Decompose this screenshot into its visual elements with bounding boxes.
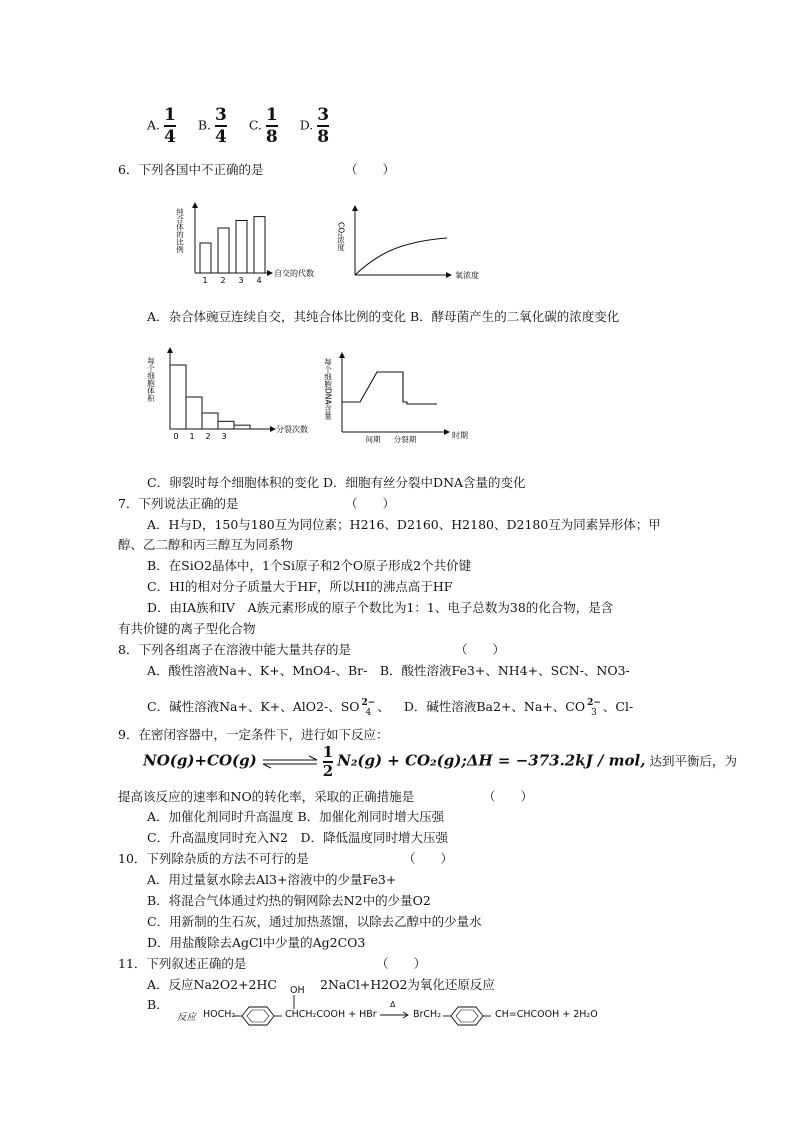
graph-a <box>170 200 320 290</box>
q8-options-ab: A．酸性溶液Na+、K+、MnO4-、Br- B．酸性溶液Fe3+、NH4+、SCN-、NO3- <box>147 663 630 678</box>
q6-stem: 6．下列各国中不正确的是 <box>118 162 264 177</box>
graph-d <box>325 350 485 445</box>
graph-a-ylabel: 纯合体的比例 <box>175 208 185 253</box>
oh-bond-icon <box>291 995 297 1009</box>
q8-options-cd: C．碱性溶液Na+、K+、AlO2-、SO 2− 4 、 D．碱性溶液Ba2+、Na+、CO 2− 3 、Cl- <box>147 697 634 718</box>
q7-option-b: B．在SiO2晶体中，1个Si原子和2个O原子形成2个共价键 <box>147 558 472 573</box>
graph-c-tick-3: 3 <box>221 432 227 441</box>
graph-a-bar <box>218 228 229 273</box>
graph-d-tick-1: 分裂期 <box>393 435 417 444</box>
q7-stem: 7．下列说法正确的是 <box>118 496 239 511</box>
graph-d-line <box>342 372 437 404</box>
q5-option-c: C. $\frac{1}{8}$ <box>248 105 278 147</box>
q11-option-a-end: 2NaCl+H2O2为氧化还原反应 <box>320 977 495 992</box>
graph-a-xlabel: 自交的代数 <box>274 269 314 278</box>
graph-c-tick-2: 2 <box>205 432 211 441</box>
q10-stem: 10．下列除杂质的方法不可行的是 <box>118 851 309 866</box>
q5-options <box>147 106 347 146</box>
q7-option-c: C．HI的相对分子质量大于HF，所以HI的沸点高于HF <box>147 579 453 594</box>
graph-c-bar <box>202 413 218 429</box>
graph-b-ylabel: CO₂浓度 <box>336 222 346 252</box>
q5-option-b: B. $\frac{3}{4}$ <box>197 105 227 147</box>
graph-b <box>337 200 512 290</box>
graph-c-ylabel: 每个细胞体积 <box>146 357 156 402</box>
q11-reaction: 反应 HOCH₂ CHCH₂COOH + HBr Δ BrCH₂ CH=CHCOOH + 2H₂O <box>177 1005 597 1031</box>
benzene-ring-icon <box>234 1005 284 1027</box>
graph-c-tick-1: 1 <box>189 432 195 441</box>
q11-option-a: A．反应Na2O2+2HC <box>147 977 277 992</box>
graph-a-tick-4: 4 <box>256 276 262 285</box>
graph-c-bar <box>218 421 234 429</box>
q9-line2: 提高该反应的速率和NO的转化率，采取的正确措施是 <box>118 789 415 804</box>
q5-option-d: D. $\frac{3}{8}$ <box>299 105 330 147</box>
q6-options-ab: A．杂合体豌豆连续自交，其纯合体比例的变化 B．酵母菌产生的二氧化碳的浓度变化 <box>147 309 620 324</box>
graph-d-tick-0: 间期 <box>365 435 381 444</box>
graph-a-tick-1: 1 <box>202 276 208 285</box>
q10-option-c: C．用新制的生石灰，通过加热蒸馏，以除去乙醇中的少量水 <box>147 914 482 929</box>
q9-options-cd: C．升高温度同时充入N2 D．降低温度同时增大压强 <box>147 830 448 845</box>
q6-blank: （ ） <box>345 162 396 177</box>
graph-c-bar <box>186 397 202 429</box>
q9-equation: NO(g)+CO(g) $\frac{1}{2}$ N₂(g) + CO₂(g);ΔH = −373.2kJ / mol, 达到平衡后，为 <box>143 743 737 780</box>
q10-option-a: A．用过量氨水除去Al3+溶液中的少量Fe3+ <box>147 872 397 887</box>
q11-oh-label: OH <box>290 985 305 996</box>
graph-a-tick-3: 3 <box>238 276 244 285</box>
q6-options-cd: C．卵裂时每个细胞体积的变化 D．细胞有丝分裂中DNA含量的变化 <box>147 475 526 490</box>
equilibrium-arrow-icon <box>261 755 319 769</box>
q7-option-a-line1: A．H与D，150与180互为同位素；H216、D2160、H2180、D2180互为同素异形体；甲 <box>147 517 661 532</box>
graph-d-ylabel: 每个细胞DNA含量 <box>323 358 333 420</box>
q7-blank: （ ） <box>345 496 396 511</box>
reaction-arrow-icon <box>380 1011 410 1019</box>
graph-c-bar <box>170 365 186 429</box>
q10-option-d: D．用盐酸除去AgCl中少量的Ag2CO3 <box>147 935 366 950</box>
q8-blank: （ ） <box>455 642 506 657</box>
q10-blank: （ ） <box>403 851 454 866</box>
q7-option-a-line2: 醇、乙二醇和丙三醇互为同系物 <box>118 537 294 552</box>
graph-c-tick-0: 0 <box>173 432 179 441</box>
q8-stem: 8．下列各组离子在溶液中能大量共存的是 <box>118 642 351 657</box>
graph-c <box>145 345 320 445</box>
graph-c-xlabel: 分裂次数 <box>276 425 308 434</box>
q9-blank: （ ） <box>483 789 534 804</box>
graph-a-bar <box>236 221 247 274</box>
q11-option-b-label: B． <box>147 997 169 1012</box>
q9-stem: 9．在密闭容器中，一定条件下，进行如下反应： <box>118 727 389 742</box>
q10-option-b: B．将混合气体通过灼热的铜网除去N2中的少量O2 <box>147 893 431 908</box>
graph-b-curve <box>355 238 447 275</box>
graph-c-bar <box>234 425 250 429</box>
graph-a-tick-2: 2 <box>220 276 226 285</box>
q7-option-d-line2: 有共价键的离子型化合物 <box>118 621 256 636</box>
q11-stem: 11．下列叙述正确的是 <box>118 956 247 971</box>
graph-b-xlabel: 氧浓度 <box>455 271 479 280</box>
graph-d-xlabel: 时期 <box>452 431 468 440</box>
graph-a-bar <box>254 217 265 273</box>
q7-option-d-line1: D．由IA族和IV A族元素形成的原子个数比为1：1、电子总数为38的化合物，是含 <box>147 600 614 615</box>
q11-blank: （ ） <box>376 956 427 971</box>
graph-a-bar <box>200 243 211 273</box>
q5-option-a: A. $\frac{1}{4}$ <box>147 105 176 147</box>
q9-options-ab: A．加催化剂同时升高温度 B．加催化剂同时增大压强 <box>147 809 445 824</box>
benzene-ring-2-icon <box>443 1005 493 1027</box>
